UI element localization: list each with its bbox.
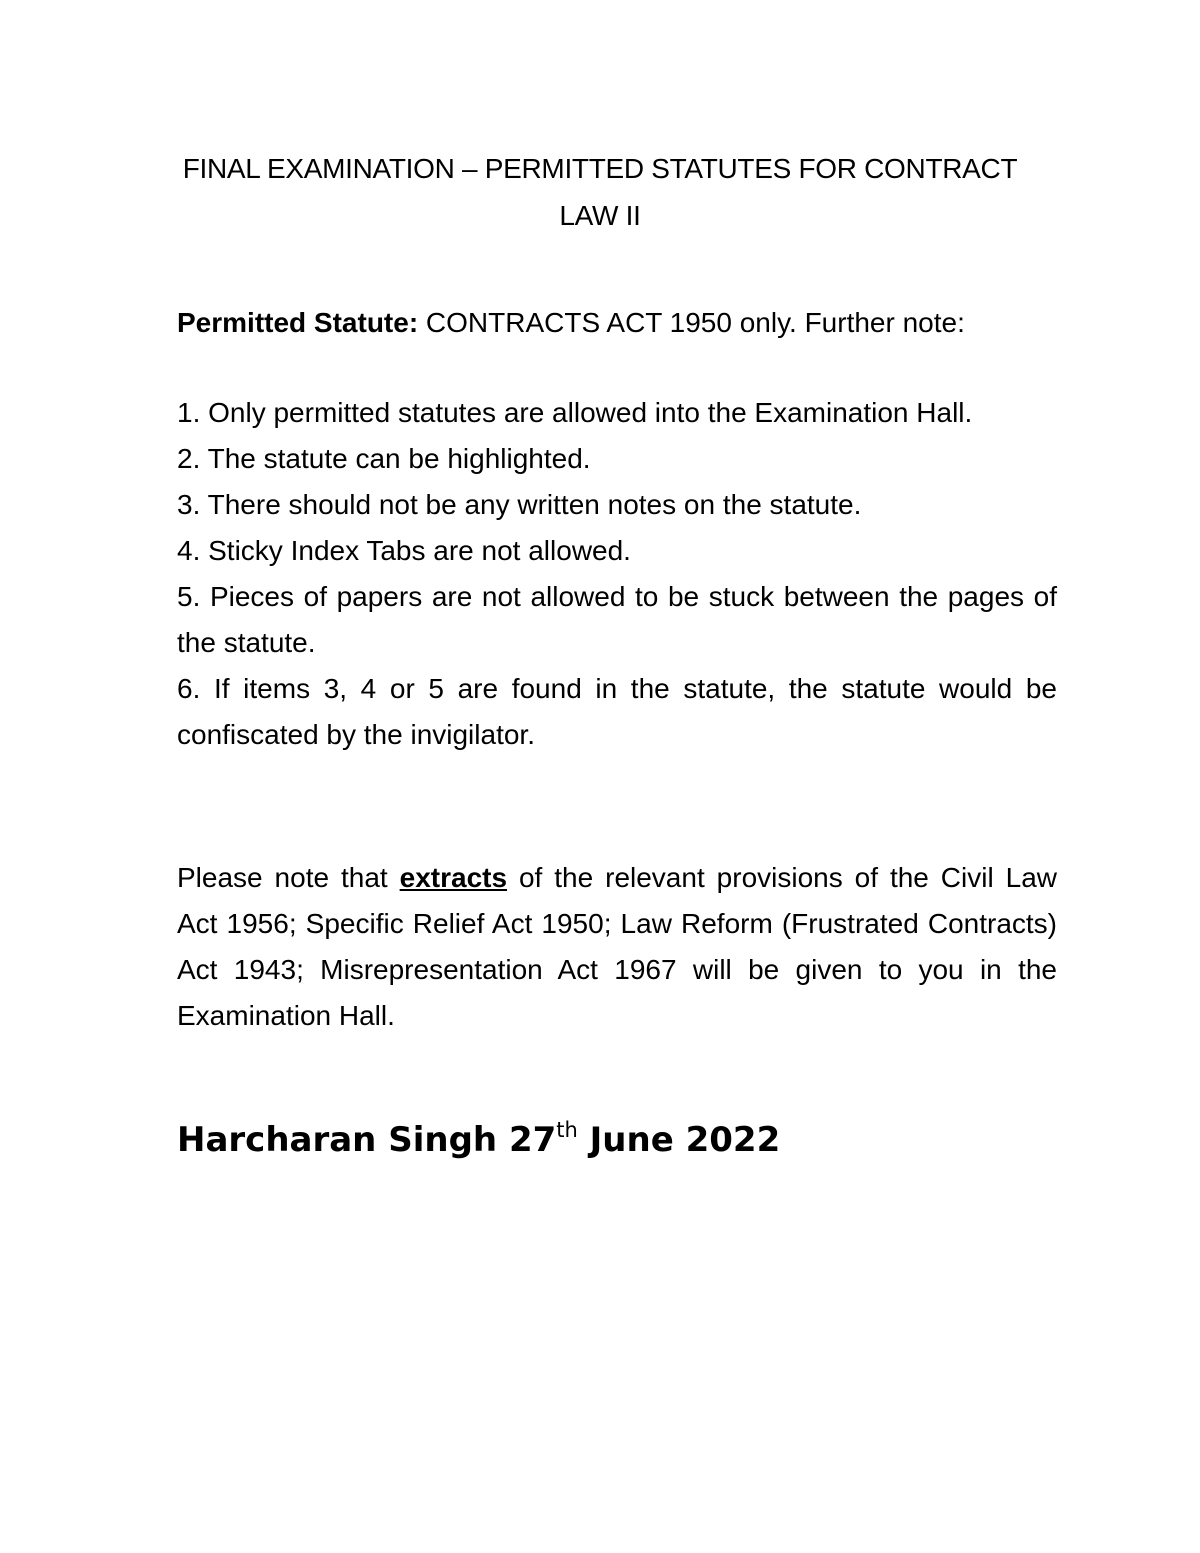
signature-line [177,1112,780,1168]
rules-list [177,390,1057,758]
rule-item: 6. If items 3, 4 or 5 are found in the statute, the statute would be confiscated by the invigilator. [177,673,1057,750]
note-emphasis [400,862,507,893]
title-line-1: FINAL EXAMINATION – PERMITTED STATUTES FOR CONTRACT [182,153,1018,184]
rule-item: 1. Only permitted statutes are allowed into the Examination Hall. [177,397,973,428]
signature-name: Harcharan Singh 27 [177,1120,557,1160]
signature-ordinal-suffix: th [556,1118,578,1142]
extracts-note [177,855,1057,1039]
rule-item: 3. There should not be any written notes on the statute. [177,489,862,520]
rule-item: 5. Pieces of papers are not allowed to be stuck between the pages of the statute. [177,581,1057,658]
note-emphasis-text: extracts [399,862,508,893]
signature-date: June 2022 [577,1120,781,1160]
rule-item: 2. The statute can be highlighted. [177,443,591,474]
rule-item: 4. Sticky Index Tabs are not allowed. [177,535,631,566]
note-text-after: of the relevant provisions of the Civil Law Act 1956; Specific Relief Act 1950; Law Reform (Frustrated Contracts) Act 1943; Misrepresentation Act 1967 will be given to you in the Examination Hall. [177,862,1057,1031]
permitted-statute-text: CONTRACTS ACT 1950 only. Further note: [418,307,965,338]
document-title [150,145,1050,239]
permitted-statute-label: Permitted Statute: [177,307,419,338]
title-line-2: LAW II [559,200,641,231]
permitted-statute-line [177,300,1057,346]
note-text-before: Please note that [177,862,400,893]
